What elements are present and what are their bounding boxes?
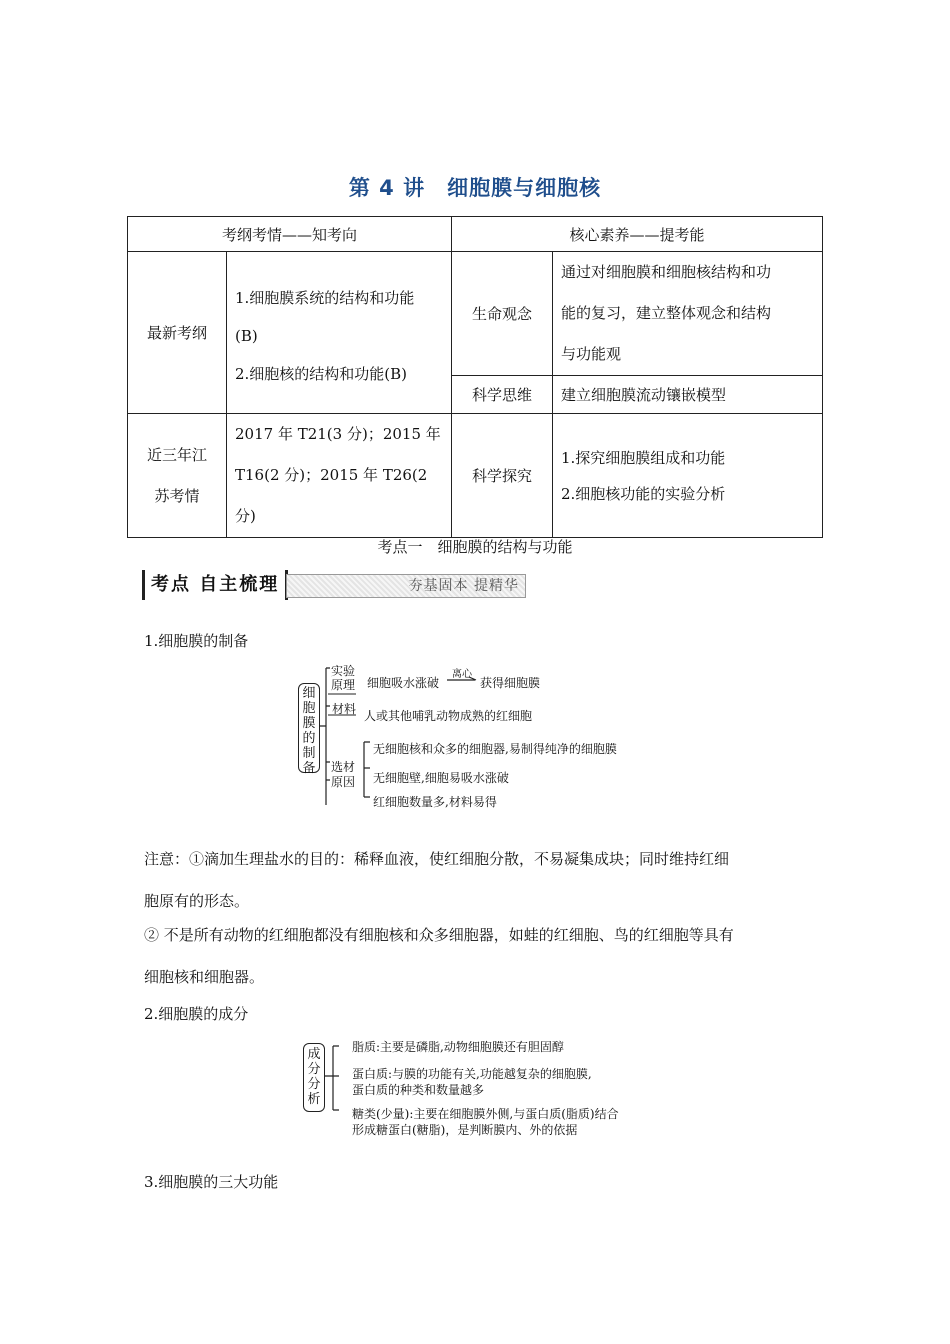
label-underline [328,714,358,718]
root-char: 分 [307,1062,321,1077]
syllabus-line: 2.细胞核的结构和功能(B) [235,364,408,383]
row-label-syllabus: 最新考纲 [128,252,227,414]
literacy-line: 2.细胞核功能的实验分析 [561,484,726,503]
page-title: 第 4 讲 细胞膜与细胞核 [348,176,602,200]
label-line: 原理 [331,678,356,692]
material-label: 材料 [332,702,357,716]
table-header-left: 考纲考情——知考向 [128,217,452,252]
literacy-line: 1.探究细胞膜组成和功能 [561,448,726,467]
literacy-line: 与功能观 [561,345,622,363]
section-title: 考点一 细胞膜的结构与功能 [377,538,573,556]
principle-label [331,664,355,692]
label-line: 原因 [331,775,356,789]
literacy-name: 生命观念 [452,252,553,376]
literacy-name: 科学探究 [452,414,553,538]
label-line: 选材 [331,760,356,774]
section-banner [142,570,527,600]
literacy-desc [553,252,823,376]
label-line: 实验 [331,664,356,678]
syllabus-content [227,252,452,414]
reason-3: 红细胞数量多,材料易得 [373,795,497,809]
component-protein [352,1066,592,1098]
literacy-name: 科学思维 [452,376,553,414]
syllabus-line: (B) [235,326,258,345]
reason-2: 无细胞壁,细胞易吸水涨破 [373,771,509,785]
exam-line: 2017 年 T21(3 分)；2015 年 [235,425,441,443]
label-underline [328,693,358,697]
root-char: 备 [302,761,316,776]
exam-line: T16(2 分)；2015 年 T26(2 [235,466,428,484]
component-line: 蛋白质:与膜的功能有关,功能越复杂的细胞膜, [352,1067,592,1081]
syllabus-line: 1.细胞膜系统的结构和功能 [235,288,415,307]
root-char: 的 [302,731,316,746]
exam-content [227,414,452,538]
banner-subtitle: 夯基固本 提精华 [408,578,519,594]
heading-membrane-components: 2.细胞膜的成分 [144,1005,249,1023]
component-line: 蛋白质的种类和数量越多 [352,1083,485,1097]
diagram-root-box [298,683,320,776]
note-2 [144,914,814,998]
heading-membrane-functions: 3.细胞膜的三大功能 [144,1173,279,1191]
component-lipid: 脂质:主要是磷脂,动物细胞膜还有胆固醇 [352,1040,564,1054]
reason-1: 无细胞核和众多的细胞器,易制得纯净的细胞膜 [373,742,617,756]
syllabus-table [127,216,823,538]
principle-text-b: 获得细胞膜 [480,676,541,690]
material-value: 人或其他哺乳动物成熟的红细胞 [364,709,533,723]
root-char: 析 [307,1092,321,1107]
note-line: 胞原有的形态。 [144,892,250,910]
literacy-line: 能的复习，建立整体观念和结构 [561,304,772,322]
diagram2-root-box [303,1043,325,1112]
reason-label [331,760,355,790]
literacy-desc [553,414,823,538]
exam-line: 分) [235,507,256,525]
root-char: 制 [302,746,316,761]
literacy-line: 通过对细胞膜和细胞核结构和功 [561,263,772,281]
literacy-desc: 建立细胞膜流动镶嵌模型 [553,376,823,414]
root-char: 胞 [302,701,316,716]
note-line: ② 不是所有动物的红细胞都没有细胞核和众多细胞器，如蛙的红细胞、鸟的红细胞等具有 [144,926,734,944]
arrow-right-icon [447,676,479,684]
row-label-exams [128,414,227,538]
component-sugar [352,1106,619,1138]
material-text [364,707,532,724]
note-line: 注意：①滴加生理盐水的目的：稀释血液，使红细胞分散，不易凝集成块；同时维持红细 [144,850,730,868]
note-line: 细胞核和细胞器。 [144,968,265,986]
component-line: 形成糖蛋白(糖脂)，是判断膜内、外的依据 [352,1123,578,1137]
root-char: 膜 [302,716,316,731]
component-line: 糖类(少量):主要在细胞膜外侧,与蛋白质(脂质)结合 [352,1107,619,1121]
root-char: 分 [307,1077,321,1092]
heading-membrane-prep: 1.细胞膜的制备 [144,632,249,650]
root-char: 细 [302,686,316,701]
row-label-line: 近三年江 [146,445,207,464]
note-1 [144,838,814,922]
arrow-label: 离心 [452,669,472,680]
root-char: 成 [307,1047,321,1062]
table-header-right: 核心素养——提考能 [452,217,823,252]
banner-bar [286,574,526,598]
diagram2-bracket-lines [323,1038,353,1118]
principle-text-a: 细胞吸水涨破 [367,676,440,690]
banner-tag: 考点 自主梳理 [142,570,288,600]
row-label-line: 苏考情 [154,486,200,505]
